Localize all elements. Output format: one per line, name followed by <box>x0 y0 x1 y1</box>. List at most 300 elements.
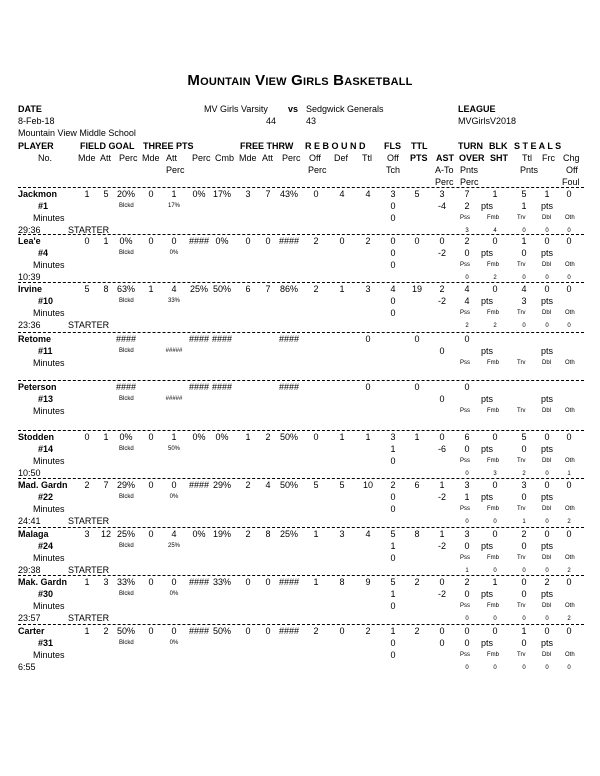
stat-to: 6 <box>464 432 470 442</box>
pss-value: 0 <box>465 471 469 477</box>
stat-to: 0 <box>464 334 470 344</box>
stat-fta: 7 <box>265 284 271 294</box>
trv-label: Trv <box>517 603 526 609</box>
hdr-tp-att: Att <box>166 153 178 163</box>
blckd-perc: 0% <box>169 591 179 597</box>
fmb-value: 0 <box>493 665 497 671</box>
fmb-label: Fmb <box>487 310 499 316</box>
stat-cmb: 29% <box>212 480 232 490</box>
pts-label: pts <box>541 638 554 648</box>
hdr-ast: AST <box>436 153 454 163</box>
stat-ast: 0 <box>439 432 445 442</box>
player-number: #24 <box>38 541 54 551</box>
off-min: 0 <box>390 260 396 270</box>
stat-ttl: 2 <box>365 236 371 246</box>
stat-tpa: 4 <box>171 284 177 294</box>
stat-fls: 3 <box>390 432 396 442</box>
hdr-fg-perc: Perc <box>119 153 138 163</box>
player-number: #1 <box>38 201 49 211</box>
dbl-value: 0 <box>545 616 549 622</box>
stat-fta: 7 <box>265 189 271 199</box>
row-divider <box>18 332 584 333</box>
stat-ast: 2 <box>439 284 445 294</box>
oth-label: Oth <box>565 458 575 464</box>
pts-label: pts <box>541 444 554 454</box>
stat-tpa: 0 <box>171 577 177 587</box>
blckd-perc: 33% <box>167 298 181 304</box>
dbl-label: Dbl <box>542 360 552 366</box>
stat-def: 3 <box>339 529 345 539</box>
blckd-label: Blckd <box>119 298 134 304</box>
pts-label: pts <box>541 201 554 211</box>
pss-value: 3 <box>465 228 469 234</box>
stat-chg: 0 <box>566 529 572 539</box>
dbl-label: Dbl <box>542 603 552 609</box>
off-tch: 0 <box>390 201 396 211</box>
fmb-label: Fmb <box>487 408 499 414</box>
dbl-label: Dbl <box>542 262 552 268</box>
pts-label: pts <box>481 346 494 356</box>
minutes-label: Minutes <box>33 601 65 611</box>
fmb-value: 0 <box>493 519 497 525</box>
trv-value: 0 <box>522 665 526 671</box>
stat-pts: 0 <box>414 236 420 246</box>
stat-pts: 19 <box>411 284 423 294</box>
off-tch: 1 <box>390 589 396 599</box>
off-min: 0 <box>390 456 396 466</box>
fmb-value: 0 <box>493 568 497 574</box>
oth-value: 0 <box>567 228 571 234</box>
minutes-played: 10:50 <box>18 468 41 478</box>
stat-off: 5 <box>313 480 319 490</box>
stat-ttl: 9 <box>365 577 371 587</box>
hdr-chg: Chg <box>563 153 580 163</box>
stat-fgp: #### <box>115 382 137 392</box>
row-divider <box>18 624 584 625</box>
trv-label: Trv <box>517 310 526 316</box>
stl-pts: 0 <box>521 638 527 648</box>
hdr-free-thrw: FREE THRW <box>240 141 294 151</box>
fmb-value: 0 <box>493 616 497 622</box>
blckd-label: Blckd <box>119 446 134 452</box>
minutes-label: Minutes <box>33 358 65 368</box>
stat-fta: 0 <box>265 577 271 587</box>
stat-fga: 1 <box>103 432 109 442</box>
pss-label: Pss <box>460 408 471 414</box>
dbl-label: Dbl <box>542 506 552 512</box>
hdr-off3: Off <box>566 165 578 175</box>
stat-tpp: 0% <box>192 432 206 442</box>
stat-frc: 0 <box>544 480 550 490</box>
page-title: Mountain View Girls Basketball <box>187 72 413 89</box>
stat-blk: 0 <box>492 236 498 246</box>
away-score: 43 <box>306 116 317 126</box>
stat-to: 7 <box>464 189 470 199</box>
pss-label: Pss <box>460 652 471 658</box>
row-divider <box>18 380 584 381</box>
stat-fga: 1 <box>103 236 109 246</box>
hdr-steals: S T E A L S <box>514 141 562 151</box>
minutes-played: 10:39 <box>18 272 41 282</box>
stat-ftm: 2 <box>245 529 251 539</box>
stat-fga: 2 <box>103 626 109 636</box>
oth-label: Oth <box>565 310 575 316</box>
to-pts: 0 <box>464 541 470 551</box>
hdr-perc-ato: Perc <box>435 177 454 187</box>
stat-pts: 2 <box>414 577 420 587</box>
player-number: #4 <box>38 248 49 258</box>
stat-ftp: #### <box>278 626 300 636</box>
trv-label: Trv <box>517 458 526 464</box>
stat-fgp: 29% <box>116 480 136 490</box>
stat-tpa: 4 <box>171 529 177 539</box>
pss-value: 1 <box>465 568 469 574</box>
stat-tpm: 0 <box>148 189 154 199</box>
dbl-value: 0 <box>545 275 549 281</box>
pss-value: 0 <box>465 519 469 525</box>
player-number: #31 <box>38 638 54 648</box>
stat-fga: 12 <box>100 529 112 539</box>
player-name: Stodden <box>18 432 54 442</box>
player-number: #13 <box>38 394 54 404</box>
minutes-label: Minutes <box>33 504 65 514</box>
stat-cmb: #### <box>211 382 233 392</box>
blckd-label: Blckd <box>119 543 134 549</box>
stat-tpm: 0 <box>148 626 154 636</box>
stl-pts: 3 <box>521 296 527 306</box>
blckd-label: Blckd <box>119 203 134 209</box>
stat-tpp: #### <box>188 334 210 344</box>
stat-stl: 5 <box>521 432 527 442</box>
stat-tpm: 0 <box>148 480 154 490</box>
row-divider <box>18 527 584 528</box>
stat-tpm: 0 <box>148 529 154 539</box>
to-pts: 4 <box>464 296 470 306</box>
blckd-perc: ##### <box>165 396 183 402</box>
ato-value: -2 <box>437 492 447 502</box>
stat-ftp: 86% <box>279 284 299 294</box>
fmb-value: 4 <box>493 228 497 234</box>
stat-fgp: 20% <box>116 189 136 199</box>
stat-chg: 0 <box>566 626 572 636</box>
stat-fgm: 3 <box>84 529 90 539</box>
stat-to: 4 <box>464 284 470 294</box>
pss-label: Pss <box>460 603 471 609</box>
blckd-label: Blckd <box>119 250 134 256</box>
stat-fgm: 0 <box>84 236 90 246</box>
stat-frc: 0 <box>544 432 550 442</box>
trv-value: 0 <box>522 323 526 329</box>
stat-to: 0 <box>464 382 470 392</box>
starter-label: STARTER <box>68 565 110 575</box>
minutes-label: Minutes <box>33 406 65 416</box>
player-number: #30 <box>38 589 54 599</box>
date-label: DATE <box>18 104 42 114</box>
player-name: Irvine <box>18 284 43 294</box>
off-tch: 0 <box>390 296 396 306</box>
stat-chg: 0 <box>566 236 572 246</box>
stat-stl: 1 <box>521 626 527 636</box>
stat-ttl: 2 <box>365 626 371 636</box>
minutes-played: 29:38 <box>18 565 41 575</box>
stl-pts: 0 <box>521 589 527 599</box>
hdr-ft-att: Att <box>262 153 274 163</box>
hdr-sht: SHT <box>490 153 508 163</box>
stat-ttl: 4 <box>365 189 371 199</box>
off-min: 0 <box>390 308 396 318</box>
oth-label: Oth <box>565 262 575 268</box>
stat-fls: 5 <box>390 577 396 587</box>
stat-tpp: #### <box>188 236 210 246</box>
stat-fgp: 0% <box>119 236 133 246</box>
blckd-perc: 17% <box>167 203 181 209</box>
stat-def: 5 <box>339 480 345 490</box>
dbl-label: Dbl <box>542 458 552 464</box>
stat-fgp: 63% <box>116 284 136 294</box>
stat-cmb: 0% <box>215 236 229 246</box>
oth-label: Oth <box>565 360 575 366</box>
row-divider <box>18 430 584 431</box>
stat-tpp: #### <box>188 626 210 636</box>
pss-value: 0 <box>465 275 469 281</box>
blckd-perc: 25% <box>167 543 181 549</box>
ato-value: -2 <box>437 589 447 599</box>
stat-fgp: 25% <box>116 529 136 539</box>
stat-ast: 0 <box>439 626 445 636</box>
stat-fls: 5 <box>390 529 396 539</box>
stat-pts: 1 <box>414 432 420 442</box>
stat-pts: 2 <box>414 626 420 636</box>
pss-value: 0 <box>465 616 469 622</box>
fmb-value: 2 <box>493 275 497 281</box>
stat-tpm: 1 <box>148 284 154 294</box>
stat-ftp: 43% <box>279 189 299 199</box>
stat-ttl: 0 <box>365 334 371 344</box>
pss-label: Pss <box>460 310 471 316</box>
pts-label: pts <box>481 201 494 211</box>
off-min: 0 <box>390 650 396 660</box>
starter-label: STARTER <box>68 516 110 526</box>
stat-ttl: 0 <box>365 382 371 392</box>
hdr-pnts: Pnts <box>460 165 479 175</box>
ato-value: -2 <box>437 541 447 551</box>
fmb-label: Fmb <box>487 215 499 221</box>
stat-fga: 8 <box>103 284 109 294</box>
stl-pts: 1 <box>521 201 527 211</box>
blckd-perc: 0% <box>169 640 179 646</box>
oth-label: Oth <box>565 408 575 414</box>
away-team: Sedgwick Generals <box>306 104 384 114</box>
fmb-label: Fmb <box>487 603 499 609</box>
minutes-label: Minutes <box>33 308 65 318</box>
stat-tpp: 0% <box>192 529 206 539</box>
stat-pts: 5 <box>414 189 420 199</box>
starter-label: STARTER <box>68 613 110 623</box>
blckd-label: Blckd <box>119 640 134 646</box>
stat-frc: 0 <box>544 236 550 246</box>
stat-tpp: #### <box>188 480 210 490</box>
stat-stl: 2 <box>521 529 527 539</box>
hdr-perc-pnts: Perc <box>460 177 479 187</box>
hdr-ato: A-To <box>435 165 454 175</box>
game-date: 8-Feb-18 <box>18 116 55 126</box>
hdr-over: OVER <box>459 153 485 163</box>
pts-label: pts <box>541 492 554 502</box>
venue: Mountain View Middle School <box>18 128 136 138</box>
trv-label: Trv <box>517 506 526 512</box>
stat-blk: 0 <box>492 284 498 294</box>
pts-label: pts <box>481 444 494 454</box>
trv-value: 1 <box>522 519 526 525</box>
ato-value: -4 <box>437 201 447 211</box>
pss-label: Pss <box>460 458 471 464</box>
stat-ftp: #### <box>278 236 300 246</box>
stat-tpp: 25% <box>189 284 209 294</box>
stat-fls: 3 <box>390 189 396 199</box>
off-tch: 0 <box>390 492 396 502</box>
to-pts: 0 <box>464 638 470 648</box>
hdr-tp-perc: Perc <box>192 153 211 163</box>
ato-value: -2 <box>437 248 447 258</box>
stat-fta: 8 <box>265 529 271 539</box>
stat-cmb: 50% <box>212 284 232 294</box>
stl-pts: 0 <box>521 248 527 258</box>
stat-ftm: 0 <box>245 577 251 587</box>
hdr-ttl: TTL <box>411 141 428 151</box>
player-name: Peterson <box>18 382 57 392</box>
stat-ttl: 4 <box>365 529 371 539</box>
blckd-label: Blckd <box>119 494 134 500</box>
pss-label: Pss <box>460 555 471 561</box>
stat-fgp: 0% <box>119 432 133 442</box>
to-pts: 0 <box>464 444 470 454</box>
fmb-value: 2 <box>493 323 497 329</box>
off-min: 0 <box>390 504 396 514</box>
ato-value: -2 <box>437 296 447 306</box>
stat-tpp: #### <box>188 577 210 587</box>
stat-cmb: 33% <box>212 577 232 587</box>
dbl-label: Dbl <box>542 215 552 221</box>
minutes-label: Minutes <box>33 553 65 563</box>
pts-label: pts <box>481 589 494 599</box>
stat-ast: 0 <box>439 236 445 246</box>
stat-frc: 0 <box>544 529 550 539</box>
minutes-played: 23:57 <box>18 613 41 623</box>
stat-fgp: #### <box>115 334 137 344</box>
stat-off: 2 <box>313 626 319 636</box>
hdr-tch: Tch <box>386 165 401 175</box>
hdr-off-perc: Perc <box>308 165 327 175</box>
pss-label: Pss <box>460 360 471 366</box>
hdr-rebound: R E B O U N D <box>305 141 366 151</box>
stat-cmb: 0% <box>215 432 229 442</box>
hdr-three-pts: THREE PTS <box>143 141 194 151</box>
stat-stl: 1 <box>521 236 527 246</box>
player-name: Mad. Gardn <box>18 480 68 490</box>
hdr-pts: PTS <box>410 153 428 163</box>
minutes-label: Minutes <box>33 650 65 660</box>
blckd-perc: 0% <box>169 494 179 500</box>
stat-off: 1 <box>313 577 319 587</box>
stat-fls: 0 <box>390 236 396 246</box>
stat-frc: 2 <box>544 577 550 587</box>
pss-value: 2 <box>465 323 469 329</box>
stat-def: 8 <box>339 577 345 587</box>
stat-stl: 4 <box>521 284 527 294</box>
stat-def: 0 <box>339 236 345 246</box>
to-pts: 0 <box>464 589 470 599</box>
header-divider <box>18 187 584 188</box>
starter-label: STARTER <box>68 225 110 235</box>
stat-frc: 0 <box>544 626 550 636</box>
stat-tpa: 0 <box>171 480 177 490</box>
stat-cmb: 17% <box>212 189 232 199</box>
trv-label: Trv <box>517 360 526 366</box>
player-number: #10 <box>38 296 54 306</box>
trv-label: Trv <box>517 408 526 414</box>
stat-ttl: 1 <box>365 432 371 442</box>
stat-off: 2 <box>313 284 319 294</box>
player-number: #11 <box>38 346 53 356</box>
stat-tpm: 0 <box>148 236 154 246</box>
stat-fgm: 2 <box>84 480 90 490</box>
blckd-label: Blckd <box>119 348 134 354</box>
stat-tpm: 0 <box>148 432 154 442</box>
oth-label: Oth <box>565 215 575 221</box>
stat-chg: 0 <box>566 577 572 587</box>
stat-frc: 1 <box>544 189 550 199</box>
off-tch: 1 <box>390 541 396 551</box>
dbl-value: 0 <box>545 471 549 477</box>
ato-value: 0 <box>439 346 445 356</box>
stat-fga: 7 <box>103 480 109 490</box>
fmb-value: 3 <box>493 471 497 477</box>
trv-label: Trv <box>517 262 526 268</box>
stat-fta: 0 <box>265 236 271 246</box>
stat-blk: 1 <box>492 577 498 587</box>
stat-tpp: 0% <box>192 189 206 199</box>
oth-value: 0 <box>567 275 571 281</box>
hdr-fls: FLS <box>384 141 401 151</box>
player-name: Lea'e <box>18 236 41 246</box>
stat-cmb: #### <box>211 334 233 344</box>
stl-pts: 0 <box>521 444 527 454</box>
stat-ftp: #### <box>278 577 300 587</box>
dbl-value: 0 <box>545 519 549 525</box>
stat-tpp: #### <box>188 382 210 392</box>
stat-ftm: 0 <box>245 626 251 636</box>
stat-fls: 4 <box>390 284 396 294</box>
hdr-cmb: Cmb <box>215 153 235 163</box>
oth-value: 2 <box>567 519 571 525</box>
oth-value: 2 <box>567 616 571 622</box>
stat-chg: 0 <box>566 480 572 490</box>
trv-label: Trv <box>517 555 526 561</box>
minutes-played: 6:55 <box>18 662 36 672</box>
hdr-turn: TURN <box>458 141 483 151</box>
dbl-value: 0 <box>545 568 549 574</box>
stat-tpm: 0 <box>148 577 154 587</box>
stat-blk: 0 <box>492 626 498 636</box>
stat-fgp: 50% <box>116 626 136 636</box>
dbl-label: Dbl <box>542 555 552 561</box>
stat-ftp: 50% <box>279 432 299 442</box>
pss-label: Pss <box>460 262 471 268</box>
stat-to: 2 <box>464 577 470 587</box>
trv-value: 0 <box>522 275 526 281</box>
hdr-player: PLAYER <box>18 141 54 151</box>
dbl-value: 0 <box>545 665 549 671</box>
